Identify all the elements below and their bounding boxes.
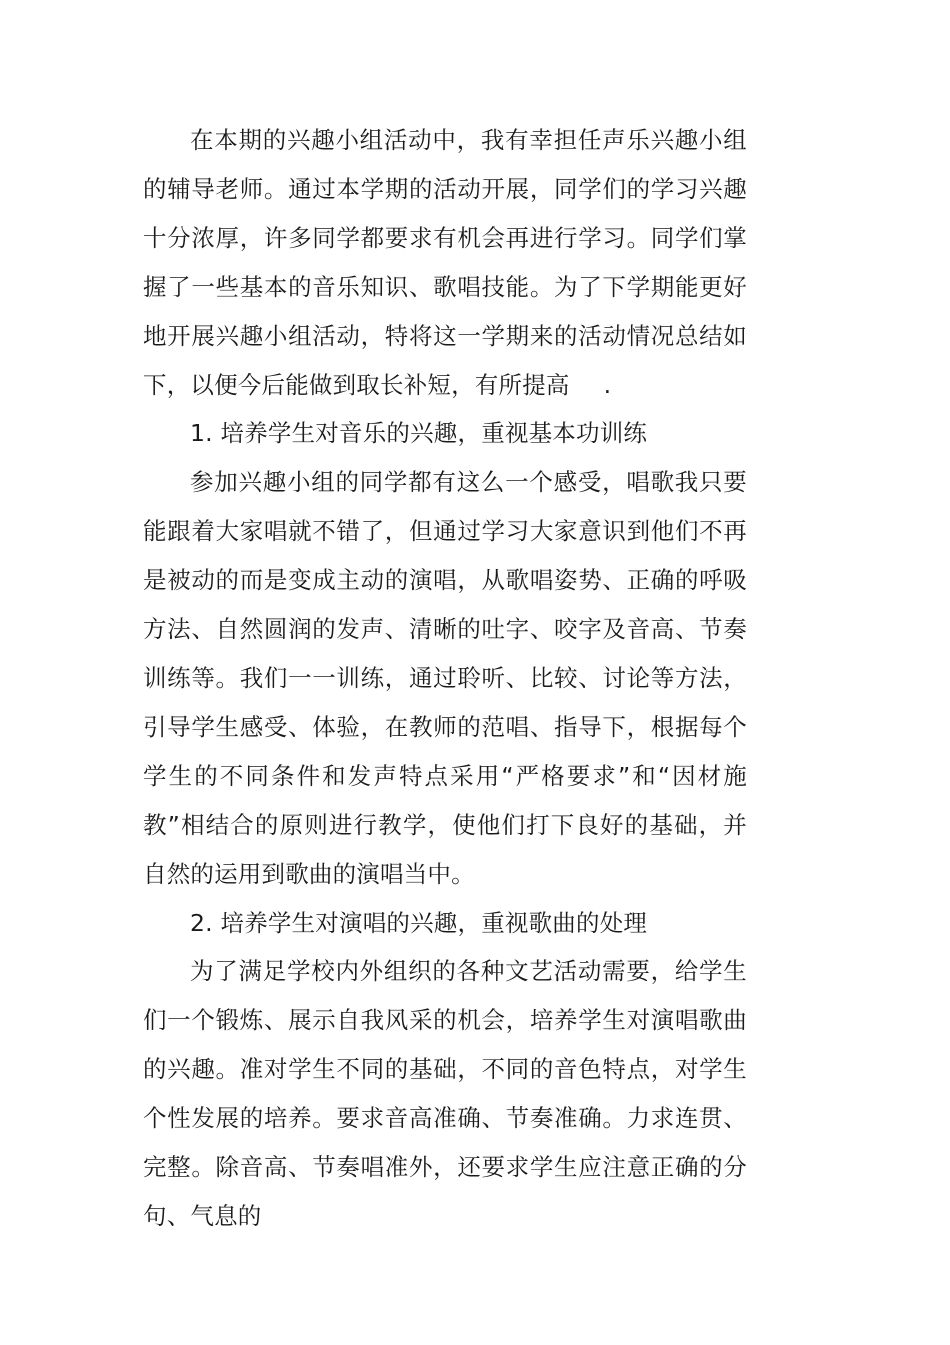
paragraph-intro-text: 在本期的兴趣小组活动中，我有幸担任声乐兴趣小组的辅导老师。通过本学期的活动开展，同学们的学习兴趣十分浓厚，许多同学都要求有机会再进行学习。同学们掌握了一些基本的音乐知识、歌唱技能。为了下学期能更好地开展兴趣小组活动，特将这一学期来的活动情况总结如下，以便今后能做到取长补短，有所提高 [143,126,747,399]
paragraph-intro-period: . [603,370,612,399]
document-body [143,116,747,1241]
section-heading-1: 1. 培养学生对音乐的兴趣，重视基本功训练 [190,419,648,448]
paragraph-intro [143,116,747,409]
paragraph-section-1: 参加兴趣小组的同学都有这么一个感受，唱歌我只要能跟着大家唱就不错了，但通过学习大家意识到他们不再是被动的而是变成主动的演唱，从歌唱姿势、正确的呼吸方法、自然圆润的发声、清晰的吐字、咬字及音高、节奏训练等。我们一一训练，通过聆听、比较、讨论等方法，引导学生感受、体验，在教师的范唱、指导下，根据每个学生的不同条件和发声特点采用“严格要求”和“因材施教”相结合的原则进行教学，使他们打下良好的基础，并自然的运用到歌曲的演唱当中。 [143,468,747,888]
paragraph-section-2: 为了满足学校内外组织的各种文艺活动需要，给学生们一个锻炼、展示自我风采的机会，培养学生对演唱歌曲的兴趣。准对学生不同的基础，不同的音色特点，对学生个性发展的培养。要求音高准确、节奏准确。力求连贯、完整。除音高、节奏唱准外，还要求学生应注意正确的分句、气息的 [143,957,747,1230]
section-heading-2: 2. 培养学生对演唱的兴趣，重视歌曲的处理 [190,908,648,937]
